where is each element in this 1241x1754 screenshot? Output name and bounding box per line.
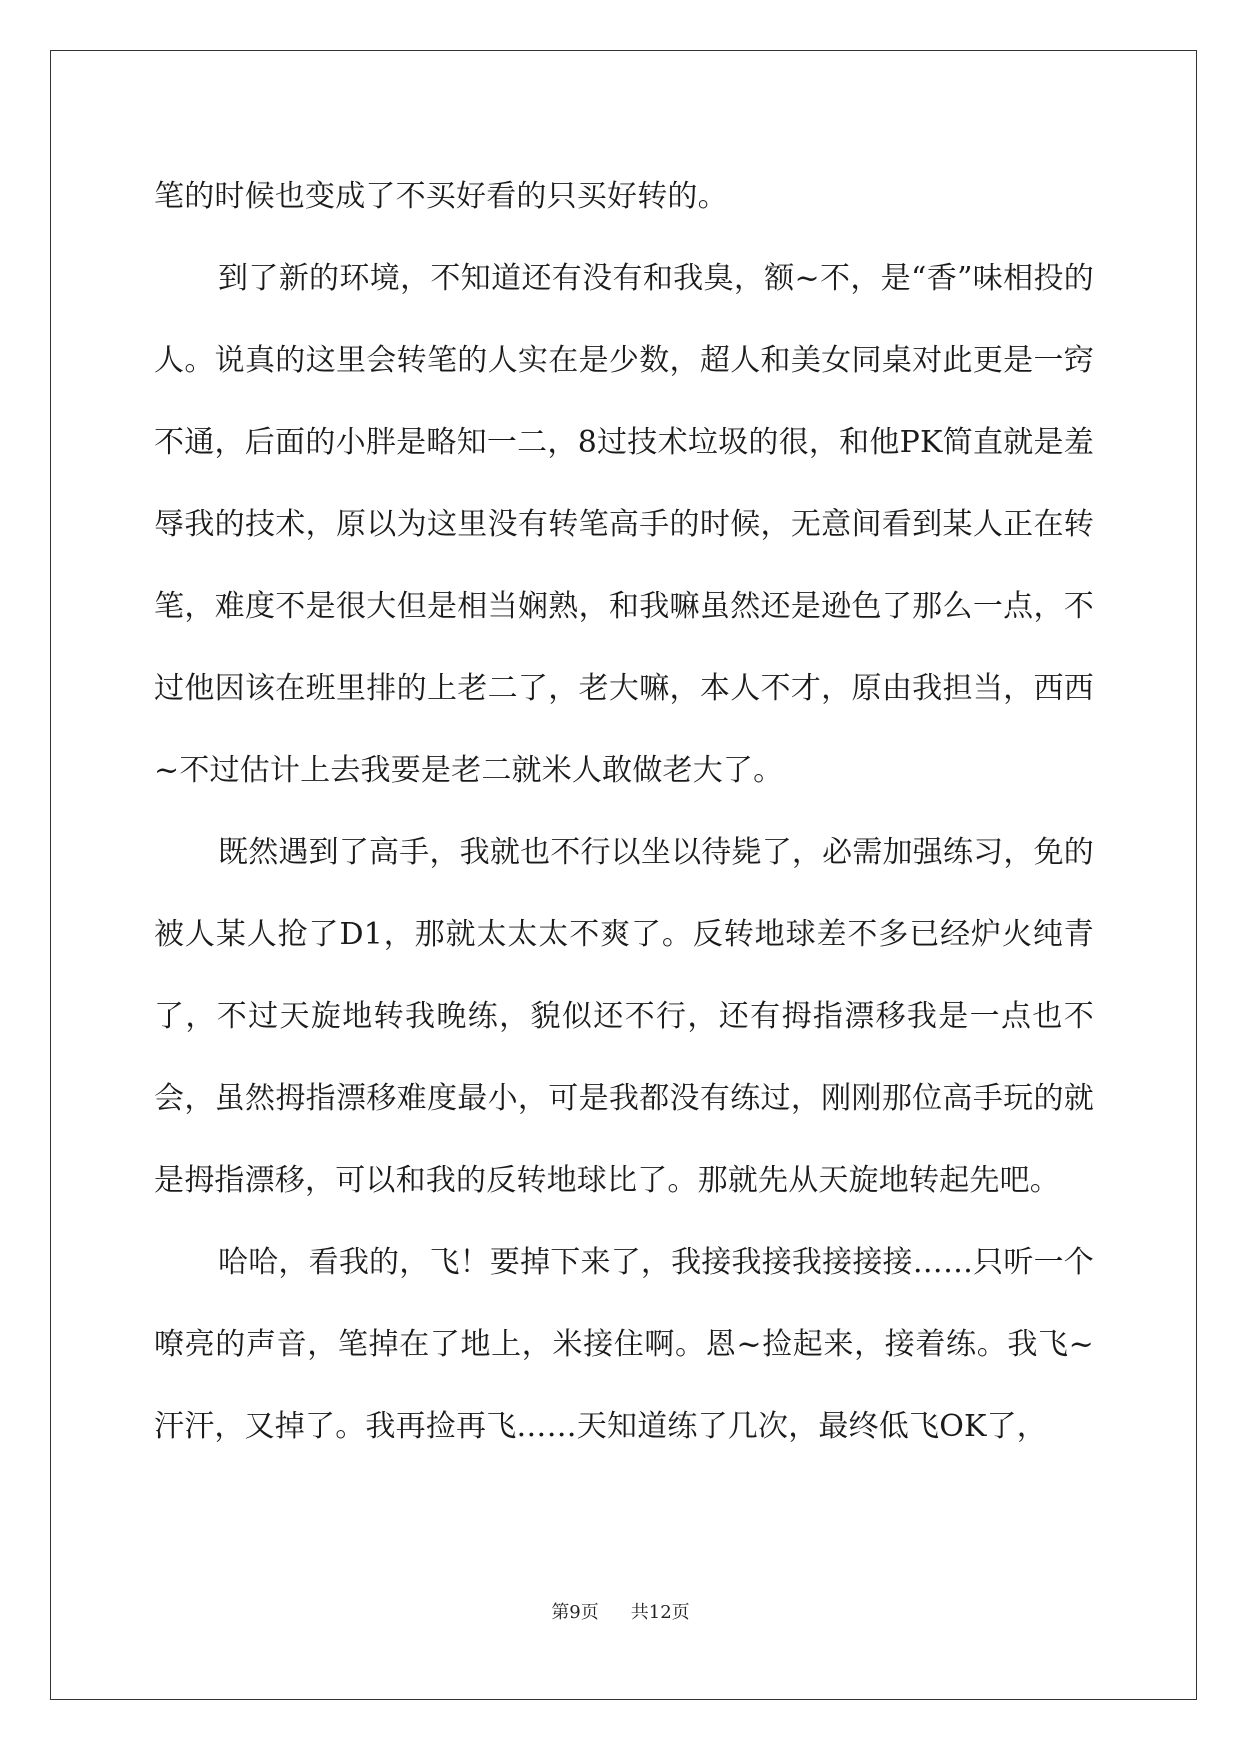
paragraph-1: 笔的时候也变成了不买好看的只买好转的。 [154,179,728,214]
page-total: 共12页 [630,1602,690,1623]
paragraph-2: 到了新的环境，不知道还有没有和我臭，额~不，是“香”味相投的人。说真的这里会转笔的人实在是少数，超人和美女同桌对此更是一窍不通，后面的小胖是略知一二，8过技术垃圾的很，和他PK简直就是羞辱我的技术，原以为这里没有转笔高手的时候，无意间看到某人正在转笔，难度不是很大但是相当娴熟，和我嘛虽然还是逊色了那么一点，不过他因该在班里排的上老二了，老大嘛，本人不才，原由我担当，西西~不过估计上去我要是老二就米人敢做老大了。 [154,261,1094,788]
document-body [154,156,1094,1468]
page-number: 第9页 [551,1602,599,1623]
page-footer [0,1598,1241,1624]
paragraph-4: 哈哈，看我的，飞！要掉下来了，我接我接我接接接……只听一个嘹亮的声音，笔掉在了地上，米接住啊。恩~捡起来，接着练。我飞~汗汗，又掉了。我再捡再飞……天知道练了几次，最终低飞OK了， [154,1245,1094,1444]
paragraph-3: 既然遇到了高手，我就也不行以坐以待毙了，必需加强练习，免的被人某人抢了D1，那就太太太不爽了。反转地球差不多已经炉火纯青了，不过天旋地转我晚练，貌似还不行，还有拇指漂移我是一点也不会，虽然拇指漂移难度最小，可是我都没有练过，刚刚那位高手玩的就是拇指漂移，可以和我的反转地球比了。那就先从天旋地转起先吧。 [154,835,1094,1198]
